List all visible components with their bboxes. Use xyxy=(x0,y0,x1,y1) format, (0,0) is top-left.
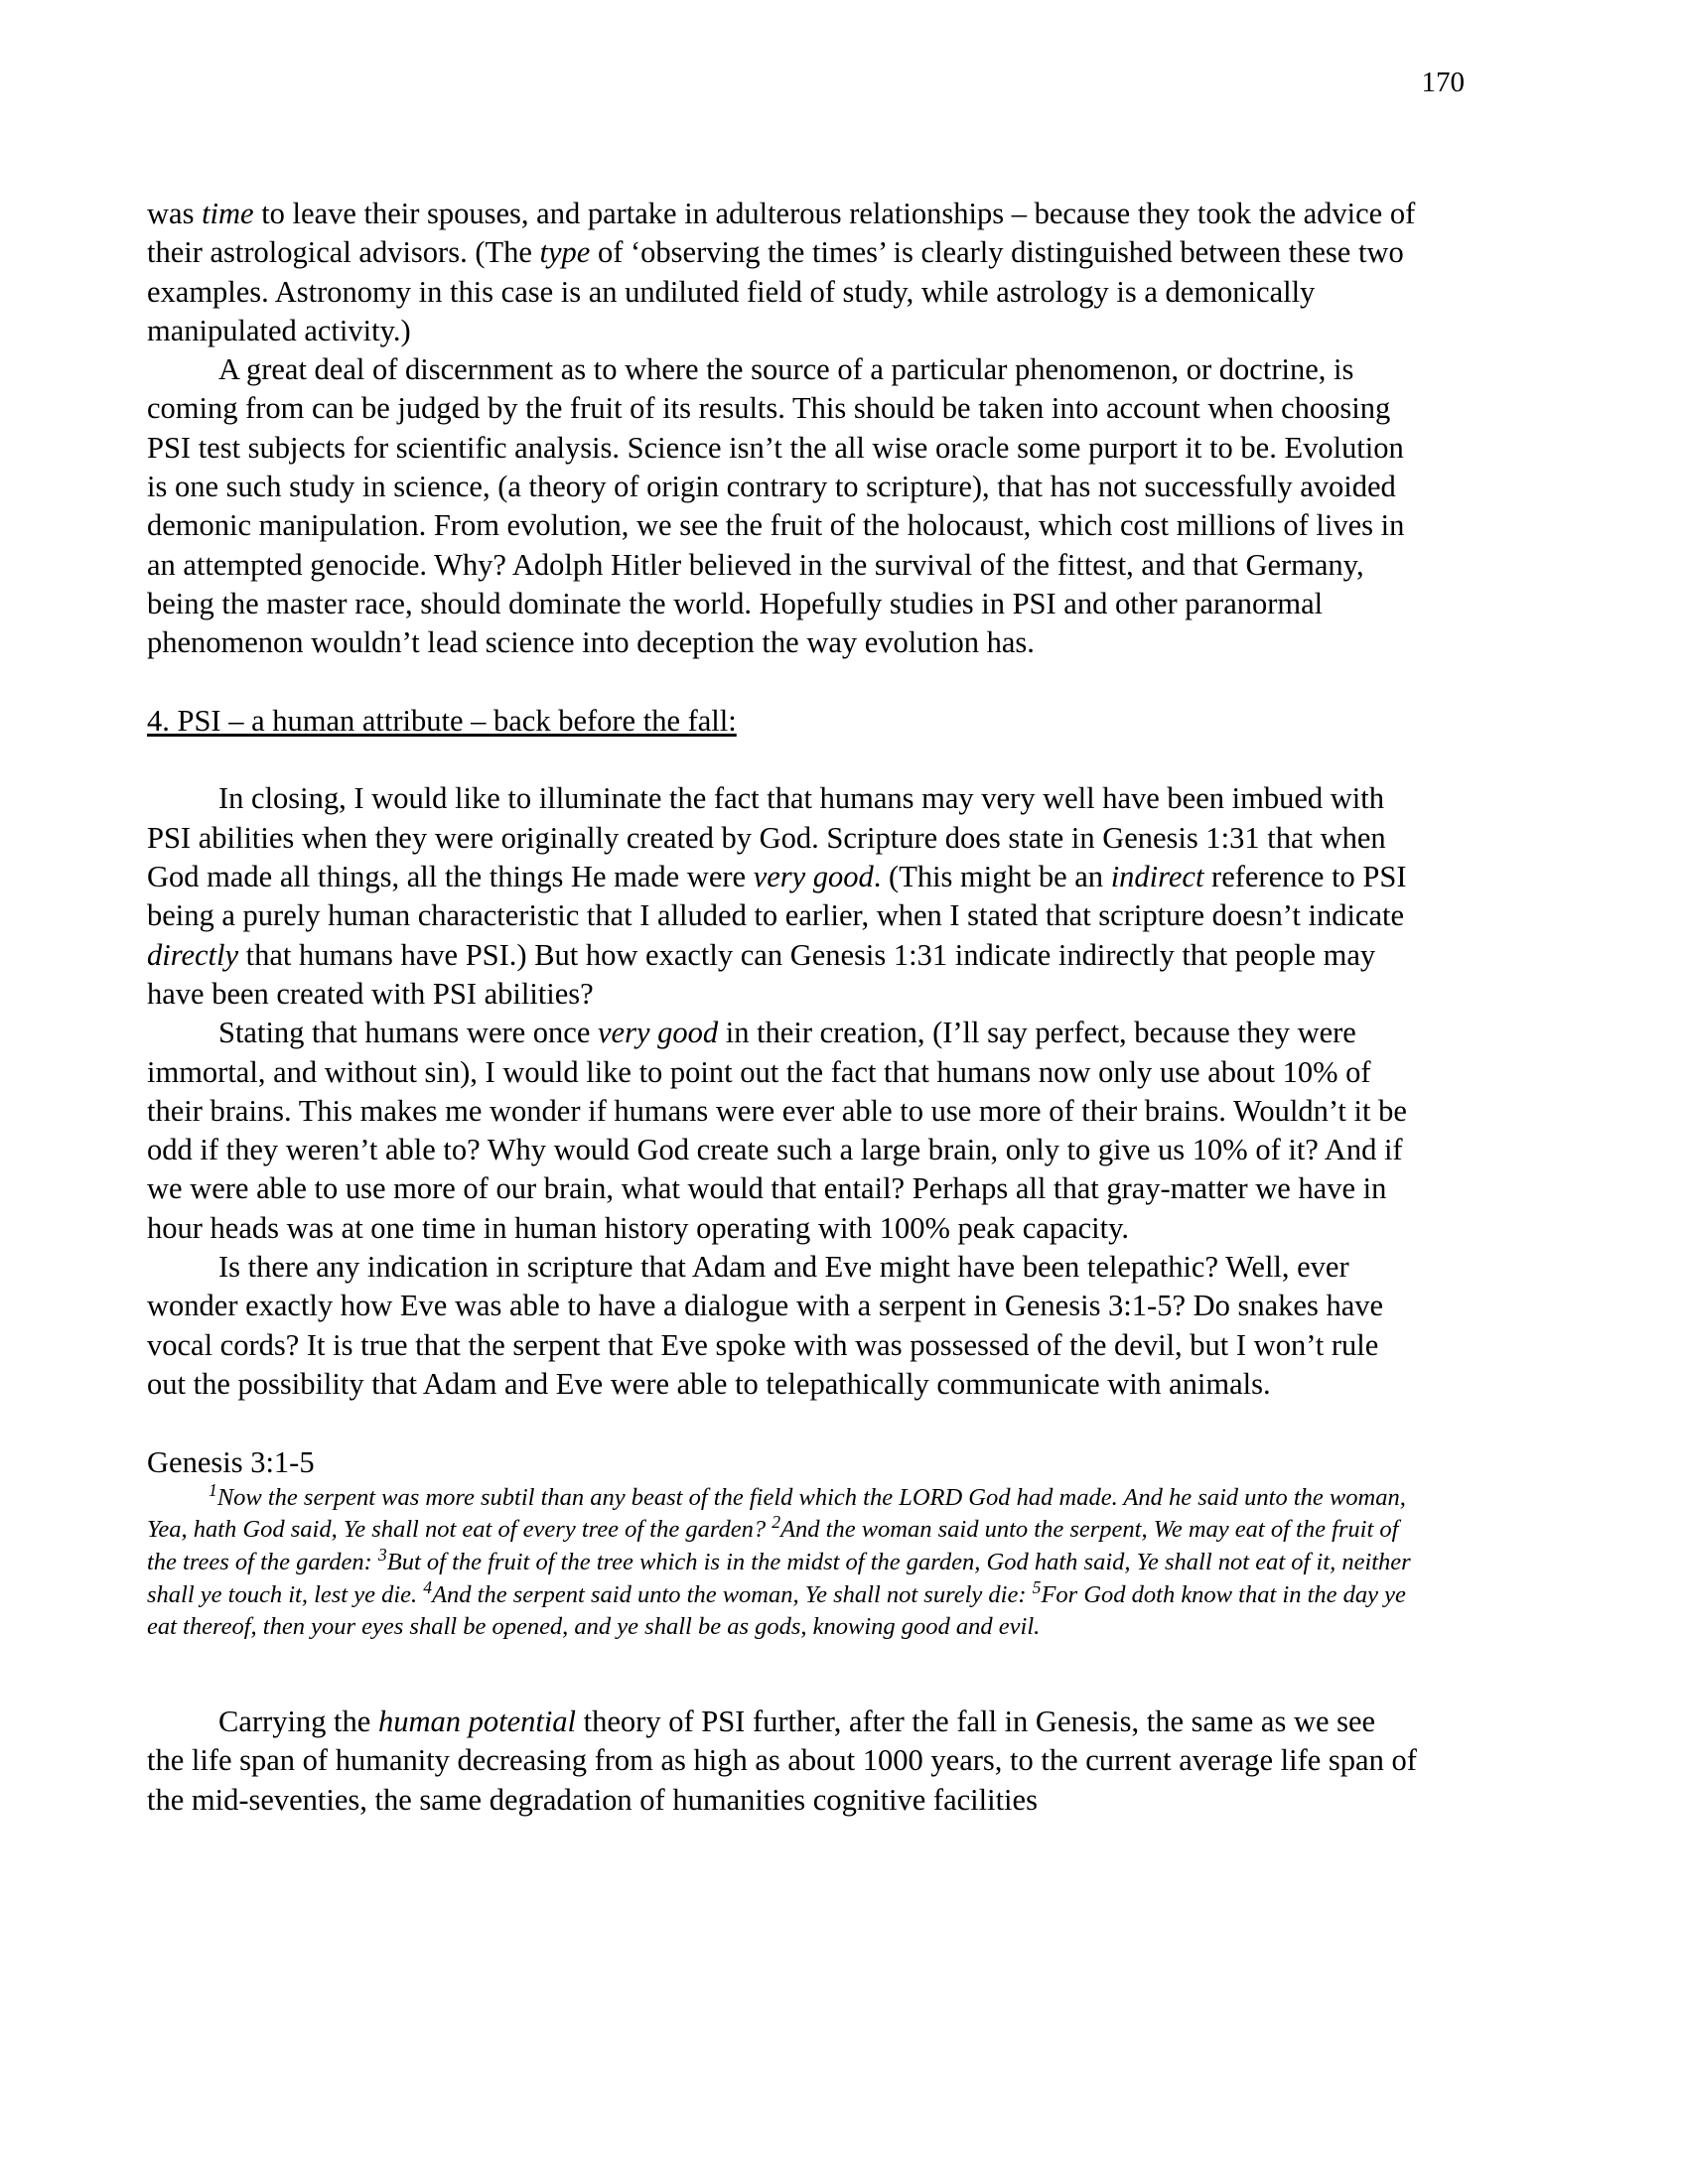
verse-text-1: Now the serpent was more subtil than any beast of the field which the LORD God had made. And he said unto the woman, Yea, hath God said, Ye shall not eat of every tree of the garden? xyxy=(147,1483,1406,1544)
scripture-reference-genesis: Genesis 3:1-5 xyxy=(147,1444,315,1479)
verse-text-5: For God doth know that in the day ye eat thereof, then your eyes shall be opened, and ye shall be as gods, knowing good and evil. xyxy=(147,1580,1406,1641)
text-run: to leave their spouses, and partake in adulterous relationships – because they took the advice of their astrological advisors. (The xyxy=(147,197,1416,270)
paragraph-adam-eve-telepathic: Is there any indication in scripture that Adam and Eve might have been telepathic? Well, ever wonder exactly how Eve was able to have a dialogue with a serpent in Genesis 3:1-5? Do snakes have vocal cords? It is true that the serpent that Eve spoke with was possessed of the devil, but I won’t rule out the possibility that Adam and Eve were able to telepathically communicate with animals. xyxy=(147,1250,1384,1401)
verse-number-4: 4 xyxy=(423,1576,433,1597)
paragraph-spacer xyxy=(147,1644,1418,1683)
verse-number-2: 2 xyxy=(772,1512,781,1533)
text-run: in their creation, (I’ll say perfect, because they were immortal, and without sin), I would like to point out the fact that humans now only use about 10% of their brains. This makes me wonder if humans were ever able to use more of their brains. Wouldn’t it be odd if they weren’t able to? Why would God create such a large brain, only to give us 10% of it? And if we were able to use more of our brain, what would that entail? Perhaps all that gray-matter we have in hour heads was at one time in human history operating with 100% peak capacity. xyxy=(147,1016,1407,1245)
paragraph-in-closing xyxy=(147,779,1418,1014)
section-heading-psi-human-attribute: 4. PSI – a human attribute – back before the fall: xyxy=(147,703,737,738)
text-run: In closing, I would like to illuminate the fact that humans may very well have been imbued with PSI abilities when they were originally created by God. Scripture does state in Genesis 1:31 that when God made all things, all the things He made were xyxy=(147,781,1386,894)
paragraph-spacer xyxy=(147,663,1418,702)
paragraph-continued-astrology xyxy=(147,195,1418,350)
page-body-column xyxy=(147,195,1418,1820)
paragraph-spacer xyxy=(147,1683,1418,1703)
text-run: theory of PSI further, after the fall in Genesis, the same as we see the life span of humanity decreasing from as high as about 1000 years, to the current average life span of the mid-seventies, the same degradation of humanities cognitive facilities xyxy=(147,1705,1417,1817)
text-run: Carrying the xyxy=(218,1705,378,1739)
paragraph-spacer xyxy=(147,741,1418,779)
text-run: Stating that humans were once xyxy=(218,1016,598,1050)
emphasis-directly: directly xyxy=(147,937,239,972)
emphasis-very-good: very good xyxy=(753,860,874,894)
emphasis-very-good-2: very good xyxy=(598,1016,719,1050)
verse-number-3: 3 xyxy=(377,1544,387,1565)
text-run: reference to PSI being a purely human characteristic that I alluded to earlier, when I stated that scripture doesn’t indicate xyxy=(147,860,1407,933)
paragraph-discernment: A great deal of discernment as to where the source of a particular phenomenon, or doctrine, is coming from can be judged by the fruit of its results. This should be taken into account when choosing PSI test subjects for scientific analysis. Science isn’t the all wise oracle some purport it to be. Evolution is one such study in science, (a theory of origin contrary to scripture), that has not successfully avoided demonic manipulation. From evolution, we see the fruit of the holocaust, which cost millions of lives in an attempted genocide. Why? Adolph Hitler believed in the survival of the fittest, and that Germany, being the master race, should dominate the world. Hopefully studies in PSI and other paranormal phenomenon wouldn’t lead science into deception the way evolution has. xyxy=(147,352,1405,660)
paragraph-brain-capacity xyxy=(147,1014,1418,1248)
emphasis-type: type xyxy=(539,235,591,270)
text-run: was xyxy=(147,197,203,230)
text-run: . (This might be an xyxy=(873,860,1111,894)
page-number: 170 xyxy=(1421,67,1465,98)
paragraph-spacer xyxy=(147,1404,1418,1442)
section-heading-wrapper xyxy=(147,702,1418,741)
emphasis-indirect: indirect xyxy=(1110,860,1204,894)
emphasis-time: time xyxy=(202,197,254,230)
text-run: of ‘observing the times’ is clearly distinguished between these two examples. Astronomy in this case is an undiluted field of study, while astrology is a demonically manipulated activity.) xyxy=(147,235,1404,347)
verse-text-2: And the woman said unto the serpent, We may eat of the fruit of the trees of the garden: xyxy=(147,1516,1399,1575)
emphasis-human-potential: human potential xyxy=(377,1705,577,1739)
verse-number-5: 5 xyxy=(1032,1576,1042,1597)
verse-number-1: 1 xyxy=(209,1479,217,1500)
paragraph-human-potential xyxy=(147,1703,1418,1820)
text-run: that humans have PSI.) But how exactly can Genesis 1:31 indicate indirectly that people may have been created with PSI abilities? xyxy=(147,937,1376,1011)
verse-text-3: But of the fruit of the tree which is in the midst of the garden, God hath said, Ye shall not eat of it, neither shall ye touch it, lest ye die. xyxy=(147,1548,1411,1608)
scripture-block-quote xyxy=(147,1479,1418,1644)
verse-text-4: And the serpent said unto the woman, Ye shall not surely die: xyxy=(432,1580,1033,1608)
